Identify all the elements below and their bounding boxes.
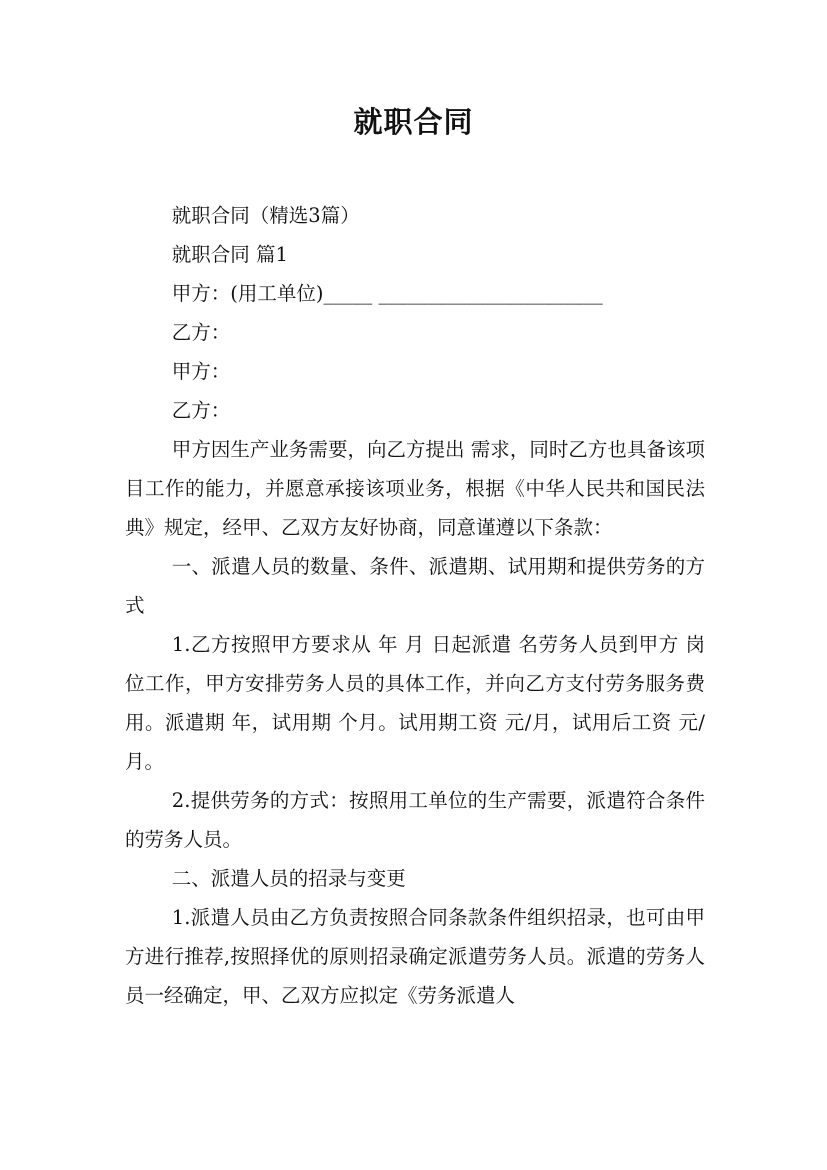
paragraph-party-b-2: 乙方： <box>171 399 231 422</box>
paragraph-section-heading: 就职合同 篇1 <box>171 243 288 266</box>
paragraph-party-a: 甲方： <box>171 360 231 383</box>
paragraph-preamble: 甲方因生产业务需要，向乙方提出 需求，同时乙方也具备该项目工作的能力，并愿意承接该项业务，根据《中华人民共和国民法典》规定，经甲、乙双方友好协商，同意谨遵以下条款： <box>125 438 705 539</box>
paragraph-clause-1-2: 2.提供劳务的方式：按照用工单位的生产需要，派遣符合条件的劳务人员。 <box>125 789 705 851</box>
paragraph-subtitle: 就职合同（精选3篇） <box>171 204 360 227</box>
paragraph-party-a-employer: 甲方：(用工单位)_____ _______________________ <box>171 282 603 305</box>
paragraph-clause-1-1: 1.乙方按照甲方要求从 年 月 日起派遣 名劳务人员到甲方 岗位工作，甲方安排劳务人员的具体工作，并向乙方支付劳务服务费用。派遣期 年，试用期 个月。试用期工资 元/月，试用后工资 元/月。 <box>125 633 705 773</box>
paragraph-party-b: 乙方： <box>171 321 231 344</box>
document-body <box>125 196 705 1015</box>
paragraph-clause-2-heading: 二、派遣人员的招录与变更 <box>171 867 406 890</box>
document-title: 就职合同 <box>353 105 474 139</box>
paragraph-clause-2-1: 1.派遣人员由乙方负责按照合同条款条件组织招录，也可由甲方进行推荐,按照择优的原则招录确定派遣劳务人员。派遣的劳务人员一经确定，甲、乙双方应拟定《劳务派遣人 <box>125 906 705 1007</box>
paragraph-clause-1-heading: 一、派遣人员的数量、条件、派遣期、试用期和提供劳务的方式 <box>125 555 705 617</box>
